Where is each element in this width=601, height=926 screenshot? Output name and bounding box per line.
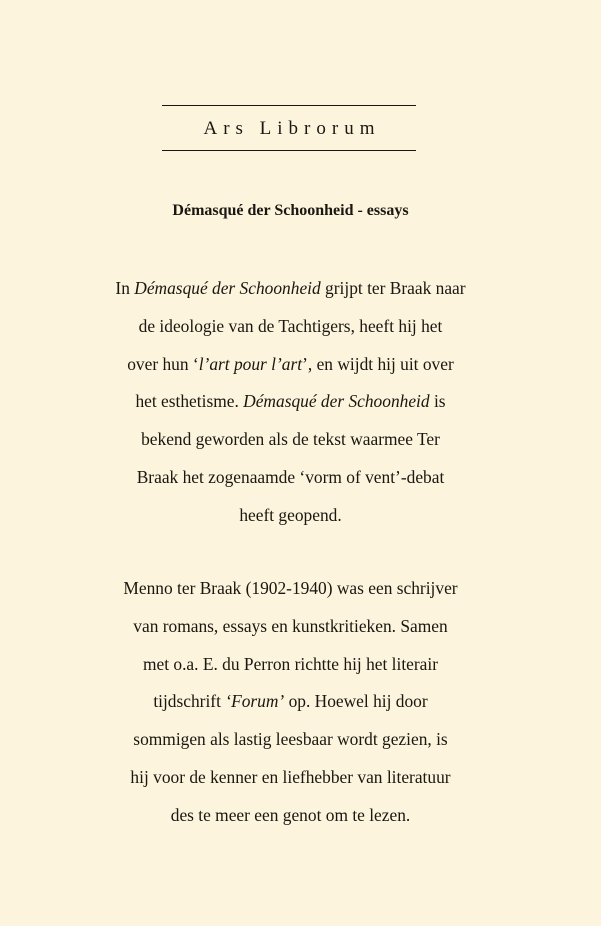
text-line [100,497,481,535]
text-segment: In [115,278,135,298]
text-segment: ’, en wijdt hij uit over [302,353,454,374]
text-line [100,721,481,759]
text-segment: tijdschrift [153,691,226,712]
masthead [162,105,416,151]
text-line [100,459,481,497]
text-segment: bekend geworden als de tekst waarmee Ter [141,429,440,450]
description-paragraph [100,270,481,535]
text-segment: op. Hoewel hij door [284,691,428,712]
text-line [100,270,481,308]
text-segment: sommigen als lastig leesbaar wordt gezien, is [133,729,448,750]
text-segment: Braak het zogenaamde ‘vorm of vent’-debat [136,466,445,487]
text-segment: Menno ter Braak (1902-1940) was een schrijver [123,578,458,598]
text-segment: heeft geopend. [239,504,342,525]
text-segment: des te meer een genot om te lezen. [170,804,411,825]
text-segment: met o.a. E. du Perron richtte hij het literair [142,653,439,674]
text-line [100,383,481,421]
text-segment: over hun ‘ [127,353,199,374]
text-segment: is [429,391,446,412]
italic-text: l’art pour l’art [198,353,303,374]
text-line [100,570,481,608]
text-line [100,759,481,797]
italic-text: Démasqué der Schoonheid [243,391,430,412]
text-line [100,646,481,684]
italic-text: Démasqué der Schoonheid [134,278,321,298]
text-line [100,346,481,384]
text-segment: de ideologie van de Tachtigers, heeft hij het [138,315,443,336]
text-line [100,683,481,721]
text-segment: grijpt ter Braak naar [320,278,466,298]
text-line [100,308,481,346]
text-line [100,421,481,459]
author-paragraph [100,570,481,835]
brand-title: Ars Librorum [203,117,381,139]
text-line [100,608,481,646]
text-line [100,797,481,835]
text-segment: het esthetisme. [135,391,244,412]
text-segment: van romans, essays en kunstkritieken. Samen [133,615,448,636]
book-subtitle: Démasqué der Schoonheid - essays [172,202,409,219]
italic-text: ‘Forum’ [225,691,285,712]
text-segment: hij voor de kenner en liefhebber van literatuur [130,766,451,787]
